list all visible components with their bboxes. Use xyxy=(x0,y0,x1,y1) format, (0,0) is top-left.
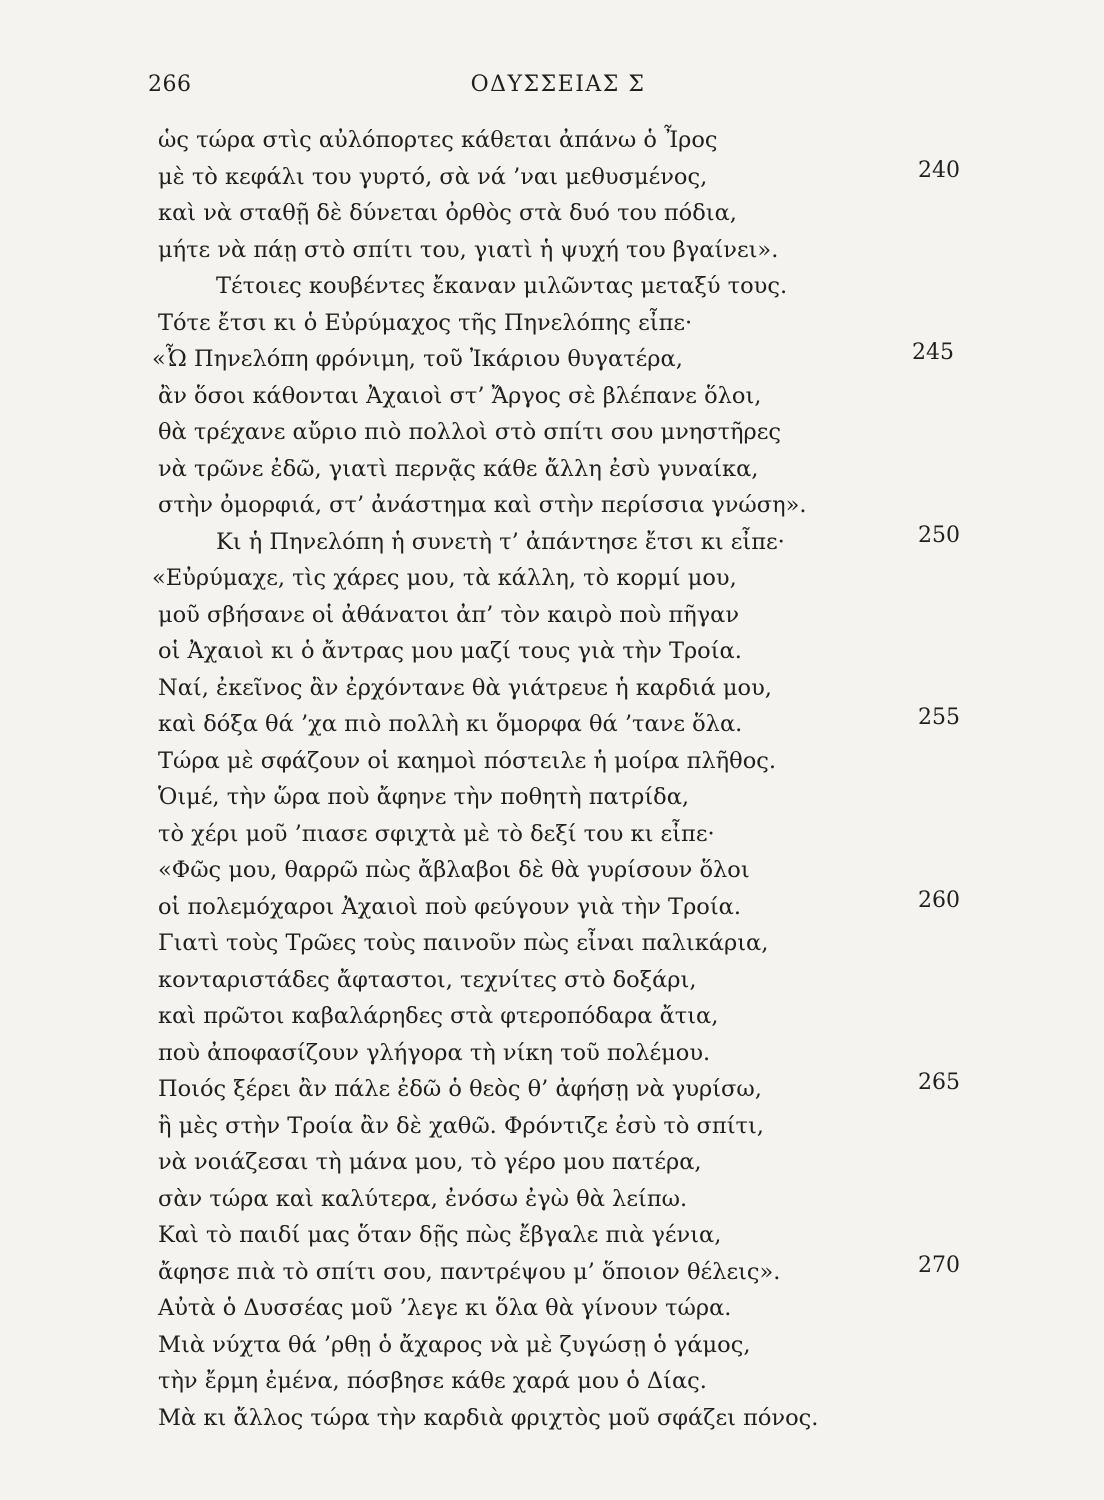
poem-line-text: μοῦ σβήσανε οἱ ἀθάνατοι ἀπ’ τὸν καιρὸ ποὺ πῆγαν xyxy=(158,601,740,628)
poem-line xyxy=(158,633,998,670)
poem-line xyxy=(158,706,998,743)
line-number: 270 xyxy=(918,1252,960,1278)
poem-line-text: Αὐτὰ ὁ Δυσσέας μοῦ ’λεγε κι ὅλα θὰ γίνουν τώρα. xyxy=(158,1295,732,1321)
running-head: ΟΔΥΣΣΕΙΑΣ Σ xyxy=(470,72,646,97)
poem-line-text: σὰν τώρα καὶ καλύτερα, ἐνόσω ἐγὼ θὰ λείπω. xyxy=(158,1185,688,1212)
poem-line-text: Τότε ἔτσι κι ὁ Εὐρύμαχος τῆς Πηνελόπης εἶπε· xyxy=(158,309,693,336)
poem-line xyxy=(158,1071,998,1108)
poem-line-text: ποὺ ἀποφασίζουν γλήγορα τὴ νίκη τοῦ πολέμου. xyxy=(158,1039,711,1066)
poem-line xyxy=(158,159,998,196)
poem-line-text: οἱ πολεμόχαροι Ἀχαιοὶ ποὺ φεύγουν γιὰ τὴν Τροία. xyxy=(158,893,742,920)
poem-line xyxy=(152,341,992,378)
poem-line xyxy=(158,524,998,561)
poem-line-text: μήτε νὰ πάῃ στὸ σπίτι του, γιατὶ ἡ ψυχή του βγαίνει». xyxy=(158,236,779,263)
line-number: 250 xyxy=(918,522,960,548)
poem-line-text: «Ὦ Πηνελόπη φρόνιμη, τοῦ Ἰκάριου θυγατέρα, xyxy=(152,346,683,372)
poem-line xyxy=(158,1035,998,1072)
poem-line xyxy=(158,1181,998,1218)
poem-line xyxy=(158,597,998,634)
poem-line-text: Μιὰ νύχτα θά ’ρθῃ ὁ ἄχαρος νὰ μὲ ζυγώσῃ ὁ γάμος, xyxy=(158,1331,751,1358)
poem-line-text: Καὶ τὸ παιδί μας ὅταν δῇς πὼς ἔβγαλε πιὰ γένια, xyxy=(158,1222,722,1248)
line-number: 245 xyxy=(912,340,954,365)
poem-line xyxy=(158,122,998,159)
poem-line xyxy=(158,487,998,524)
poem-line xyxy=(158,1363,998,1400)
poem-line-text: Γιατὶ τοὺς Τρῶες τοὺς παινοῦν πὼς εἶναι παλικάρια, xyxy=(158,930,769,956)
poem-line xyxy=(158,1400,998,1437)
poem-line-text: «Φῶς μου, θαρρῶ πὼς ἄβλαβοι δὲ θὰ γυρίσουν ὅλοι xyxy=(158,857,750,883)
poem-line xyxy=(158,451,998,488)
poem-line xyxy=(158,1217,998,1254)
poem-line-text: τὸ χέρι μοῦ ’πιασε σφιχτὰ μὲ τὸ δεξί του κι εἶπε· xyxy=(158,820,715,847)
poem-text xyxy=(152,122,998,1436)
line-number: 265 xyxy=(918,1070,960,1095)
poem-line xyxy=(158,232,998,269)
line-number: 260 xyxy=(918,887,960,913)
poem-line xyxy=(158,962,998,999)
poem-line-text: Μὰ κι ἄλλος τώρα τὴν καρδιὰ φριχτὸς μοῦ σφάζει πόνος. xyxy=(158,1404,819,1431)
poem-line xyxy=(158,743,998,780)
poem-line xyxy=(158,1327,998,1364)
poem-line-text: καὶ νὰ σταθῇ δὲ δύνεται ὀρθὸς στὰ δυό του πόδια, xyxy=(158,200,737,226)
poem-line-text: νὰ τρῶνε ἐδῶ, γιατὶ περνᾷς κάθε ἄλλη ἐσὺ γυναίκα, xyxy=(158,455,759,482)
poem-line xyxy=(158,414,998,451)
page-number: 266 xyxy=(148,72,192,97)
poem-line-text: Κι ἡ Πηνελόπη ἡ συνετὴ τ’ ἀπάντησε ἔτσι κι εἶπε· xyxy=(216,528,785,555)
poem-line xyxy=(158,1144,998,1181)
poem-line xyxy=(158,268,998,305)
poem-line-text: Τέτοιες κουβέντες ἔκαναν μιλῶντας μεταξύ τους. xyxy=(216,273,788,299)
poem-line-text: θὰ τρέχανε αὔριο πιὸ πολλοὶ στὸ σπίτι σου μνηστῆρες xyxy=(158,419,782,445)
poem-line-text: στὴν ὀμορφιά, στ’ ἀνάστημα καὶ στὴν περίσσια γνώση». xyxy=(158,492,807,518)
poem-line-text: μὲ τὸ κεφάλι του γυρτό, σὰ νά ’ναι μεθυσμένος, xyxy=(158,163,708,190)
poem-line xyxy=(158,816,998,853)
poem-line xyxy=(158,852,998,889)
poem-line xyxy=(158,998,998,1035)
poem-line xyxy=(158,925,998,962)
poem-line xyxy=(158,378,998,415)
poem-line-text: νὰ νοιάζεσαι τὴ μάνα μου, τὸ γέρο μου πατέρα, xyxy=(158,1149,702,1175)
poem-line-text: καὶ δόξα θά ’χα πιὸ πολλὴ κι ὅμορφα θά ’τανε ὅλα. xyxy=(158,711,743,737)
poem-line xyxy=(158,1254,998,1291)
page-header xyxy=(148,72,968,108)
poem-line xyxy=(158,1108,998,1145)
poem-line-text: ἢ μὲς στὴν Τροία ἂν δὲ χαθῶ. Φρόντιζε ἐσὺ τὸ σπίτι, xyxy=(158,1112,764,1139)
poem-line xyxy=(158,1290,998,1327)
poem-line-text: Ποιός ξέρει ἂν πάλε ἐδῶ ὁ θεὸς θ’ ἀφήσῃ νὰ γυρίσω, xyxy=(158,1076,762,1102)
poem-line-text: κονταριστάδες ἄφταστοι, τεχνίτες στὸ δοξάρι, xyxy=(158,966,697,993)
poem-line-text: Ὁιμέ, τὴν ὥρα ποὺ ἄφηνε τὴν ποθητὴ πατρίδα, xyxy=(158,784,690,810)
poem-line-text: «Εὐρύμαχε, τὶς χάρες μου, τὰ κάλλη, τὸ κορμί μου, xyxy=(152,565,737,591)
poem-line-text: ἂν ὅσοι κάθονται Ἀχαιοὶ στ’ Ἄργος σὲ βλέπανε ὅλοι, xyxy=(158,382,762,409)
poem-line xyxy=(158,889,998,926)
poem-line-text: ἄφησε πιὰ τὸ σπίτι σου, παντρέψου μ’ ὅποιον θέλεις». xyxy=(158,1258,781,1285)
line-number: 240 xyxy=(918,157,960,183)
poem-line xyxy=(158,195,998,232)
poem-line xyxy=(158,305,998,342)
poem-line-text: Ναί, ἐκεῖνος ἂν ἐρχόντανε θὰ γιάτρευε ἡ καρδιά μου, xyxy=(158,674,772,701)
poem-line-text: οἱ Ἀχαιοὶ κι ὁ ἄντρας μου μαζί τους γιὰ τὴν Τροία. xyxy=(158,638,742,664)
poem-line-text: καὶ πρῶτοι καβαλάρηδες στὰ φτεροπόδαρα ἄτια, xyxy=(158,1003,719,1029)
poem-line-text: ὡς τώρα στὶς αὐλόπορτες κάθεται ἀπάνω ὁ Ἶρος xyxy=(158,127,718,153)
poem-line xyxy=(158,779,998,816)
poem-line-text: Τώρα μὲ σφάζουν οἱ καημοὶ πόστειλε ἡ μοίρα πλῆθος. xyxy=(158,747,776,774)
line-number: 255 xyxy=(918,705,960,730)
poem-line xyxy=(152,560,992,597)
poem-line-text: τὴν ἔρμη ἐμένα, πόσβησε κάθε χαρά μου ὁ Δίας. xyxy=(158,1368,707,1394)
poem-line xyxy=(158,670,998,707)
